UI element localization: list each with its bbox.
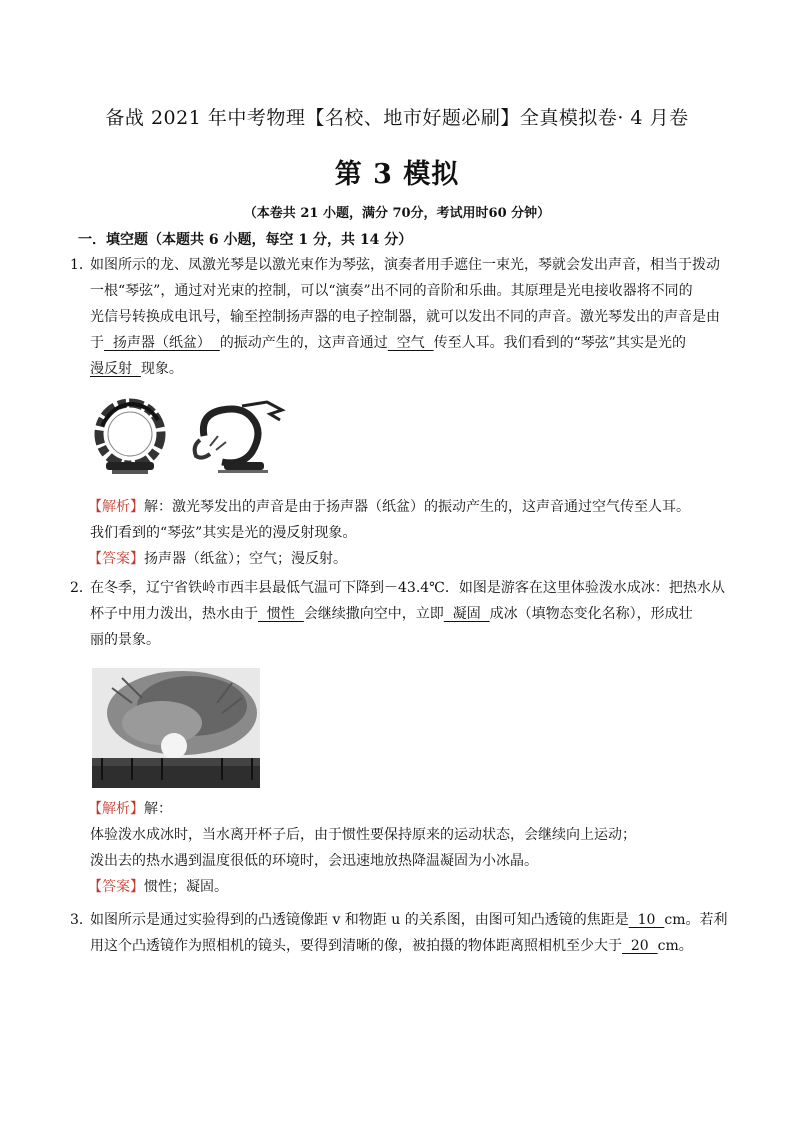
answer-tag: 【答案】: [88, 879, 144, 895]
answer-blank: 凝固: [443, 606, 490, 622]
answer-line: 【答案】扬声器（纸盆）；空气；漫反射。: [88, 551, 347, 567]
exam-main-title: 第 3 模拟: [334, 159, 460, 190]
question-1-line-1: 如图所示的龙、凤激光琴是以激光束作为琴弦，演奏者用手遮住一束光，琴就会发出声音，相当于拨动: [90, 257, 720, 273]
question-2-line-1: 在冬季，辽宁省铁岭市西丰县最低气温可下降到－43.4℃．如图是游客在这里体验泼水成冰：把热水从: [90, 580, 725, 596]
question-1-line-2: 一根“琴弦”，通过对光束的控制，可以“演奏”出不同的音阶和乐曲。其原理是光电接收器将不同的: [90, 283, 693, 299]
analysis-line: 【解析】解：: [88, 801, 172, 817]
question-1-line-5: 漫反射 现象。: [90, 361, 183, 377]
question-1-analysis: [90, 494, 730, 572]
answer-tag: 【答案】: [88, 551, 144, 567]
answer-line: 【答案】惯性；凝固。: [88, 879, 228, 895]
question-3-line-2: 用这个凸透镜作为照相机的镜头，要得到清晰的像，被拍摄的物体距离照相机至少大于 20 cm。: [90, 938, 693, 954]
question-1-line-4: 于 扬声器（纸盆） 的振动产生的，这声音通过 空气 传至人耳。我们看到的“琴弦”其实是光的: [90, 335, 686, 351]
question-1-line-3: 光信号转换成电讯号，输至控制扬声器的电子控制器，就可以发出不同的声音。激光琴发出的声音是由: [90, 309, 720, 325]
answer-blank: 惯性: [258, 606, 304, 622]
answer-blank: 空气: [387, 335, 434, 351]
question-2-analysis: [90, 796, 730, 900]
answer-blank: 20: [622, 938, 658, 954]
question-3: [70, 907, 730, 959]
question-2-line-2: 杯子中用力泼出，热水由于 惯性 会继续撒向空中，立即 凝固 成冰（填物态变化名称），形成壮: [90, 606, 693, 622]
analysis-tag: 【解析】: [88, 801, 144, 817]
laser-harp-image: [92, 396, 292, 478]
analysis-line: 泼出去的热水遇到温度很低的环境时，会迅速地放热降温凝固为小冰晶。: [90, 853, 538, 869]
analysis-line: 我们看到的“琴弦”其实是光的漫反射现象。: [90, 525, 357, 541]
question-2: [70, 575, 730, 653]
analysis-line: 体验泼水成冰时，当水离开杯子后，由于惯性要保持原来的运动状态，会继续向上运动；: [90, 827, 636, 843]
exam-header-title: 备战 2021 年中考物理【名校、地市好题必刷】全真模拟卷· 4 月卷: [105, 107, 689, 129]
section-fill-in-title: 一．填空题（本题共 6 小题，每空 1 分，共 14 分）: [78, 232, 413, 248]
question-number: 1．: [70, 257, 93, 273]
water-to-ice-photo: [92, 668, 260, 788]
analysis-line: 【解析】解：激光琴发出的声音是由于扬声器（纸盆）的振动产生的，这声音通过空气传至人耳。: [88, 499, 690, 515]
exam-subtitle: （本卷共 21 小题，满分 70分，考试用时60 分钟）: [243, 206, 551, 221]
question-2-line-3: 丽的景象。: [90, 632, 160, 648]
question-1: [70, 252, 730, 382]
question-3-line-1: 如图所示是通过实验得到的凸透镜像距 v 和物距 u 的关系图，由图可知凸透镜的焦距是 10 cm。若利: [90, 912, 728, 928]
question-number: 2．: [70, 580, 93, 596]
analysis-tag: 【解析】: [88, 499, 144, 515]
answer-blank: 扬声器（纸盆）: [104, 335, 220, 351]
answer-blank: 漫反射: [90, 361, 141, 377]
question-number: 3．: [70, 912, 93, 928]
answer-blank: 10: [628, 912, 665, 928]
